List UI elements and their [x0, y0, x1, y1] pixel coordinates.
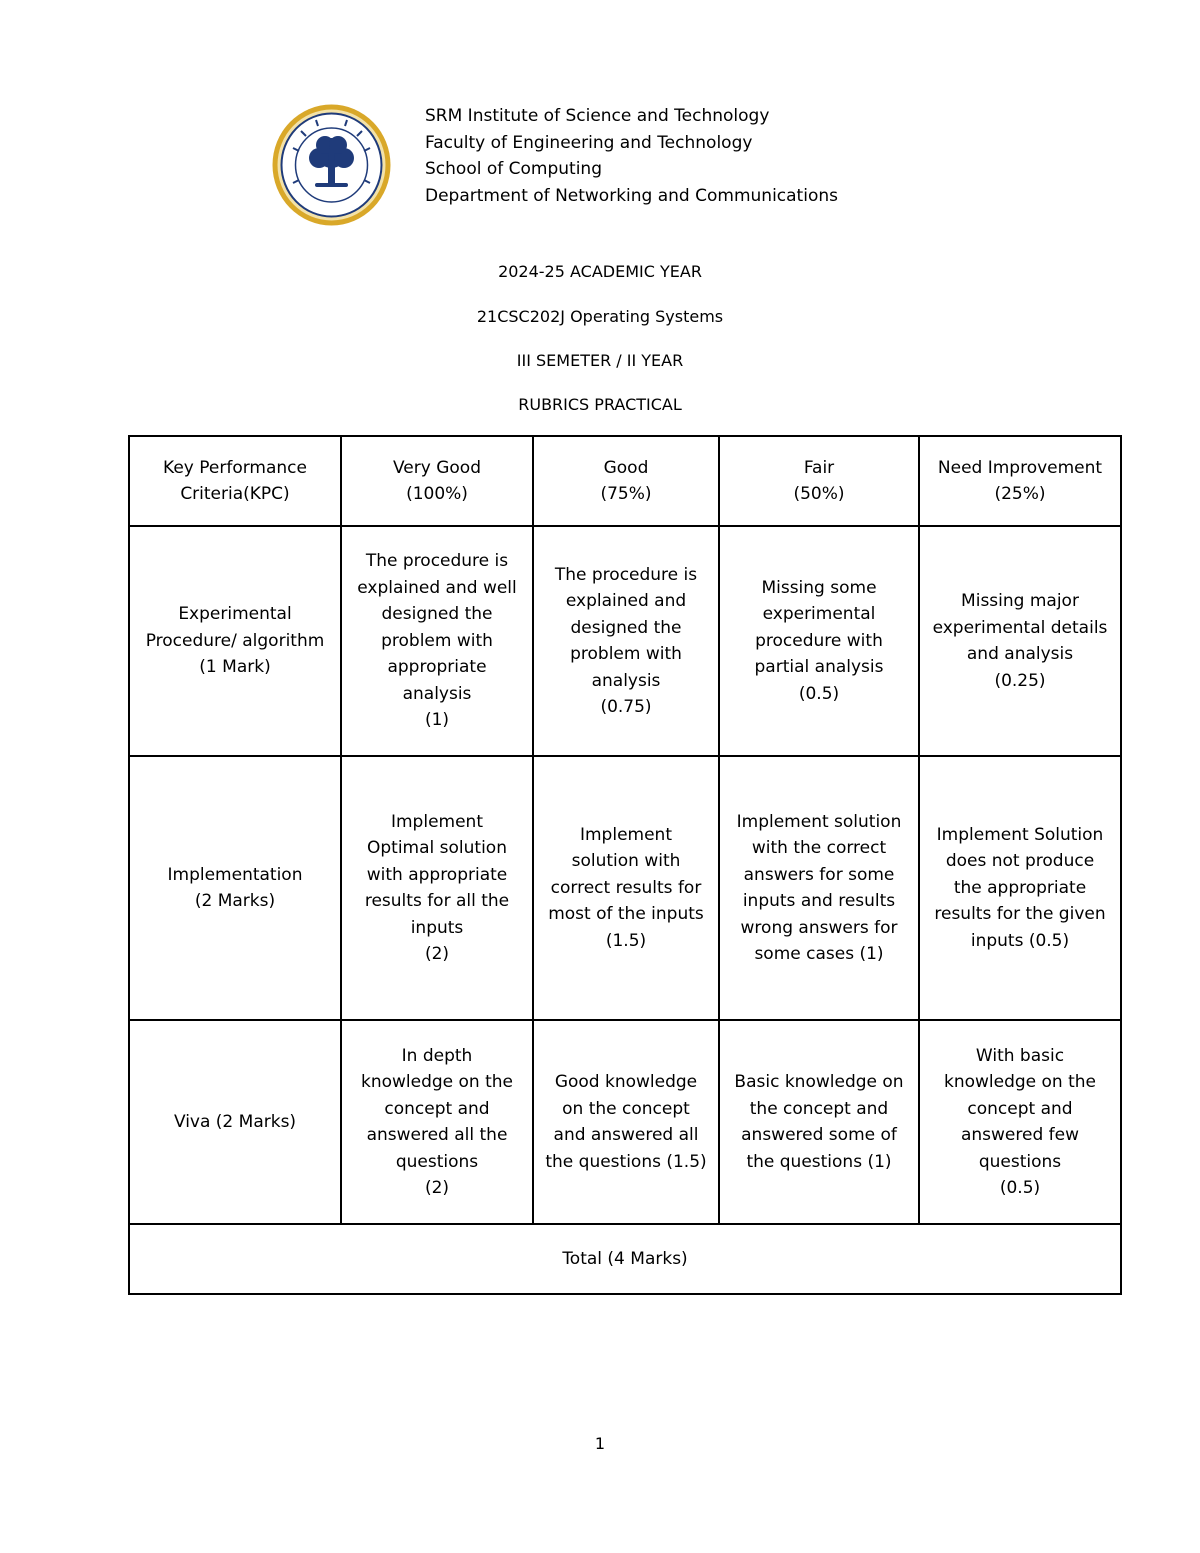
rubric-title: RUBRICS PRACTICAL [518, 395, 682, 414]
cell-line: (50%) [793, 484, 845, 504]
cell-line: (75%) [600, 484, 652, 504]
cell-very-good [341, 1020, 533, 1224]
cell-line: In depth [401, 1045, 473, 1066]
table-header-row [129, 436, 1121, 526]
total-label: Total (4 Marks) [562, 1248, 688, 1269]
cell-fair [719, 1020, 919, 1224]
cell-line: analysis [402, 683, 472, 704]
header-cell-very-good [341, 436, 533, 526]
cell-line: experimental [762, 604, 876, 625]
cell-good [533, 526, 719, 756]
cell-line: (2) [424, 1178, 450, 1198]
cell-line: Good [603, 457, 649, 478]
cell-line: the concept and [749, 1098, 889, 1119]
cell-line: Optimal solution [367, 838, 507, 858]
cell-line: Implement [390, 811, 483, 832]
cell-line: Implementation [167, 864, 303, 885]
cell-line: Experimental [178, 604, 292, 625]
cell-line: The procedure is [365, 551, 509, 572]
cell-line: wrong answers for [740, 917, 898, 938]
cell-line: Good knowledge [554, 1072, 698, 1092]
cell-line: problem with [570, 644, 682, 664]
cell-need-improvement [919, 526, 1121, 756]
cell-line: answers for some [743, 864, 895, 885]
cell-line: Fair [803, 457, 835, 478]
cell-line: analysis [591, 670, 661, 691]
header-cell-need-improvement [919, 436, 1121, 526]
cell-line: on the concept [562, 1098, 690, 1119]
cell-line: solution with [571, 851, 681, 872]
cell-line: answered some of [741, 1125, 897, 1145]
cell-line: Implement Solution [936, 824, 1104, 845]
cell-need-improvement [919, 1020, 1121, 1224]
cell-line: and answered all [553, 1125, 699, 1145]
cell-line: (0.75) [600, 697, 652, 717]
table-row-viva [129, 1020, 1121, 1224]
cell-very-good [341, 756, 533, 1020]
cell-line: designed the [381, 604, 493, 625]
course-title: 21CSC202J Operating Systems [476, 307, 724, 326]
department-name: Department of Networking and Communications [425, 185, 838, 206]
cell-criteria [129, 756, 341, 1020]
faculty-name: Faculty of Engineering and Technology [425, 132, 753, 153]
cell-line: correct results for [550, 877, 702, 898]
cell-line: Missing major [961, 591, 1079, 611]
header-cell-fair [719, 436, 919, 526]
cell-line: does not produce [945, 851, 1095, 872]
cell-line: experimental details [932, 617, 1108, 638]
cell-line: (0.25) [994, 670, 1046, 691]
cell-line: inputs (0.5) [970, 930, 1070, 951]
cell-line: (0.5) [798, 683, 840, 704]
cell-line: (100%) [406, 484, 468, 504]
cell-line: (25%) [994, 484, 1046, 504]
cell-line: the appropriate [953, 877, 1087, 898]
cell-line: With basic [975, 1045, 1065, 1066]
cell-line: (1 Mark) [199, 657, 271, 678]
cell-line: the questions (1.5) [545, 1151, 707, 1172]
cell-line: Implement [579, 824, 672, 845]
header-cell-kpc [129, 436, 341, 526]
cell-line: appropriate [387, 657, 487, 678]
cell-line: (2) [424, 944, 450, 964]
institute-logo [271, 103, 392, 227]
cell-line: inputs [410, 917, 464, 938]
school-name: School of Computing [425, 159, 602, 179]
cell-line: explained and [565, 591, 687, 611]
semester-line: III SEMETER / II YEAR [516, 351, 684, 370]
cell-line: questions [978, 1151, 1062, 1172]
cell-very-good [341, 526, 533, 756]
table-row-experimental-procedure [129, 526, 1121, 756]
academic-year: 2024-25 ACADEMIC YEAR [498, 262, 702, 281]
cell-line: (2 Marks) [194, 891, 276, 911]
institute-name: SRM Institute of Science and Technology [425, 106, 770, 126]
cell-line: inputs and results [742, 891, 896, 911]
cell-line: Very Good [393, 457, 481, 478]
cell-line: most of the inputs [548, 904, 704, 925]
cell-line: some cases (1) [754, 944, 884, 964]
cell-line: Viva (2 Marks) [173, 1111, 297, 1132]
cell-line: answered all the [366, 1125, 508, 1145]
cell-line: procedure with [755, 630, 883, 651]
cell-need-improvement [919, 756, 1121, 1020]
cell-line: results for all the [364, 891, 510, 911]
total-cell [129, 1224, 1121, 1294]
cell-fair [719, 526, 919, 756]
cell-good [533, 1020, 719, 1224]
cell-line: results for the given [934, 904, 1106, 925]
cell-good [533, 756, 719, 1020]
cell-line: designed the [570, 617, 682, 638]
cell-line: answered few [960, 1125, 1080, 1145]
cell-line: Procedure/ algorithm [145, 630, 325, 651]
cell-line: the questions (1) [746, 1151, 892, 1172]
cell-line: (0.5) [999, 1178, 1041, 1198]
cell-line: partial analysis [754, 657, 884, 678]
cell-line: explained and well [357, 577, 517, 598]
cell-line: knowledge on the [943, 1072, 1097, 1092]
header-cell-good [533, 436, 719, 526]
institute-header [425, 103, 838, 209]
cell-line: questions [395, 1151, 479, 1172]
cell-line: Key Performance [163, 457, 307, 478]
cell-line: with appropriate [366, 864, 508, 885]
cell-criteria [129, 1020, 341, 1224]
table-row-implementation [129, 756, 1121, 1020]
cell-line: The procedure is [554, 564, 698, 585]
cell-line: concept and [967, 1098, 1073, 1119]
cell-line: with the correct [751, 838, 887, 858]
cell-line: Basic knowledge on [734, 1072, 904, 1092]
cell-fair [719, 756, 919, 1020]
cell-criteria [129, 526, 341, 756]
cell-line: concept and [384, 1098, 490, 1119]
cell-line: Implement solution [736, 811, 902, 832]
cell-line: Missing some [761, 577, 877, 598]
table-row-total [129, 1224, 1121, 1294]
cell-line: knowledge on the [360, 1072, 514, 1092]
page-number: 1 [594, 1434, 606, 1453]
cell-line: Criteria(KPC) [180, 484, 290, 504]
rubric-table [128, 435, 1122, 1295]
cell-line: and analysis [966, 644, 1074, 664]
cell-line: (1) [424, 710, 450, 731]
cell-line: problem with [381, 630, 493, 651]
cell-line: (1.5) [605, 930, 647, 951]
cell-line: Need Improvement [937, 457, 1103, 478]
